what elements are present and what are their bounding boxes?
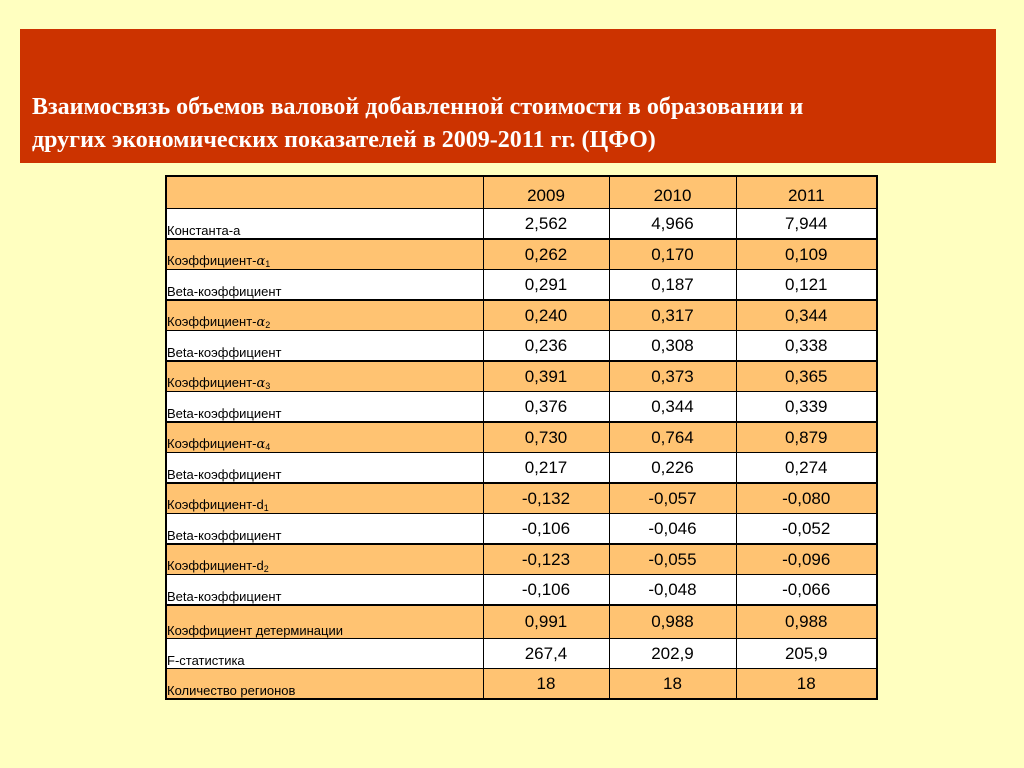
value-cell-2009: 0,240 [483,300,609,331]
value-cell-2011: -0,066 [736,575,877,606]
value-cell-2010: 0,764 [609,422,736,453]
table-row [166,514,877,545]
row-label [166,483,483,514]
table-row [166,361,877,392]
subscript-index: 1 [263,503,269,513]
value-cell-2009: 2,562 [483,209,609,240]
subscript-index: 1 [265,259,271,269]
row-label: Beta-коэффициент [166,392,483,423]
value-cell-2011: 0,879 [736,422,877,453]
table-row [166,483,877,514]
value-cell-2011: -0,080 [736,483,877,514]
row-label-prefix: Коэффициент- [167,375,257,390]
row-label [166,361,483,392]
value-cell-2009: -0,106 [483,575,609,606]
value-cell-2011: 0,365 [736,361,877,392]
value-cell-2010: 18 [609,669,736,700]
value-cell-2010: 0,187 [609,270,736,301]
value-cell-2010: 4,966 [609,209,736,240]
table-row [166,575,877,606]
value-cell-2011: 0,344 [736,300,877,331]
table-row [166,300,877,331]
value-cell-2010: 0,226 [609,453,736,484]
row-label: Количество регионов [166,669,483,700]
row-label: Beta-коэффициент [166,514,483,545]
value-cell-2011: 0,988 [736,605,877,639]
table-row [166,544,877,575]
value-cell-2010: 202,9 [609,639,736,669]
row-label [166,239,483,270]
alpha-symbol: α [256,315,266,330]
table-row [166,639,877,669]
value-cell-2009: 0,391 [483,361,609,392]
row-label-prefix: Коэффициент-d [167,558,264,573]
value-cell-2011: -0,052 [736,514,877,545]
row-label-prefix: Коэффициент- [167,436,257,451]
regression-table [165,175,878,700]
header-cell-2010: 2010 [609,176,736,209]
row-label: Константа-а [166,209,483,240]
value-cell-2010: 0,317 [609,300,736,331]
value-cell-2010: 0,988 [609,605,736,639]
table-row [166,605,877,639]
header-cell-2011: 2011 [736,176,877,209]
regression-table-container [165,175,876,700]
value-cell-2011: 0,274 [736,453,877,484]
value-cell-2011: 7,944 [736,209,877,240]
value-cell-2010: -0,046 [609,514,736,545]
value-cell-2010: -0,055 [609,544,736,575]
row-label: Коэффициент детерминации [166,605,483,639]
slide-title [32,91,984,157]
value-cell-2009: 0,730 [483,422,609,453]
subscript-index: 2 [265,320,271,330]
title-banner [20,29,996,163]
subscript-index: 4 [265,442,271,452]
alpha-symbol: α [256,437,266,452]
value-cell-2010: 0,308 [609,331,736,362]
value-cell-2011: 0,121 [736,270,877,301]
row-label: F-статистика [166,639,483,669]
value-cell-2009: -0,106 [483,514,609,545]
table-row [166,422,877,453]
alpha-symbol: α [256,254,266,269]
row-label-prefix: Коэффициент- [167,314,257,329]
value-cell-2009: 0,217 [483,453,609,484]
title-line-2: других экономических показателей в 2009-2011 гг. (ЦФО) [32,127,656,153]
row-label [166,300,483,331]
value-cell-2009: 18 [483,669,609,700]
value-cell-2009: 0,291 [483,270,609,301]
table-row [166,392,877,423]
row-label: Beta-коэффициент [166,331,483,362]
value-cell-2011: 0,339 [736,392,877,423]
value-cell-2010: 0,344 [609,392,736,423]
table-row [166,453,877,484]
value-cell-2009: 0,236 [483,331,609,362]
row-label: Beta-коэффициент [166,270,483,301]
value-cell-2009: -0,123 [483,544,609,575]
row-label [166,422,483,453]
row-label: Beta-коэффициент [166,575,483,606]
value-cell-2009: 267,4 [483,639,609,669]
table-row [166,669,877,700]
value-cell-2009: 0,376 [483,392,609,423]
row-label-prefix: Коэффициент-d [167,497,264,512]
table-row [166,239,877,270]
title-line-1: Взаимосвязь объемов валовой добавленной стоимости в образовании и [32,94,804,120]
value-cell-2011: 205,9 [736,639,877,669]
subscript-index: 3 [265,381,271,391]
row-label: Beta-коэффициент [166,453,483,484]
table-row [166,270,877,301]
value-cell-2011: 0,109 [736,239,877,270]
value-cell-2009: 0,262 [483,239,609,270]
value-cell-2011: -0,096 [736,544,877,575]
row-label-prefix: Коэффициент- [167,253,257,268]
value-cell-2011: 0,338 [736,331,877,362]
value-cell-2009: 0,991 [483,605,609,639]
value-cell-2009: -0,132 [483,483,609,514]
table-header-row [166,176,877,209]
header-cell-empty [166,176,483,209]
table-body [166,209,877,700]
value-cell-2010: 0,373 [609,361,736,392]
subscript-index: 2 [263,564,269,574]
header-cell-2009: 2009 [483,176,609,209]
value-cell-2010: -0,057 [609,483,736,514]
value-cell-2011: 18 [736,669,877,700]
alpha-symbol: α [256,376,266,391]
table-row [166,331,877,362]
value-cell-2010: 0,170 [609,239,736,270]
row-label [166,544,483,575]
table-row [166,209,877,240]
value-cell-2010: -0,048 [609,575,736,606]
